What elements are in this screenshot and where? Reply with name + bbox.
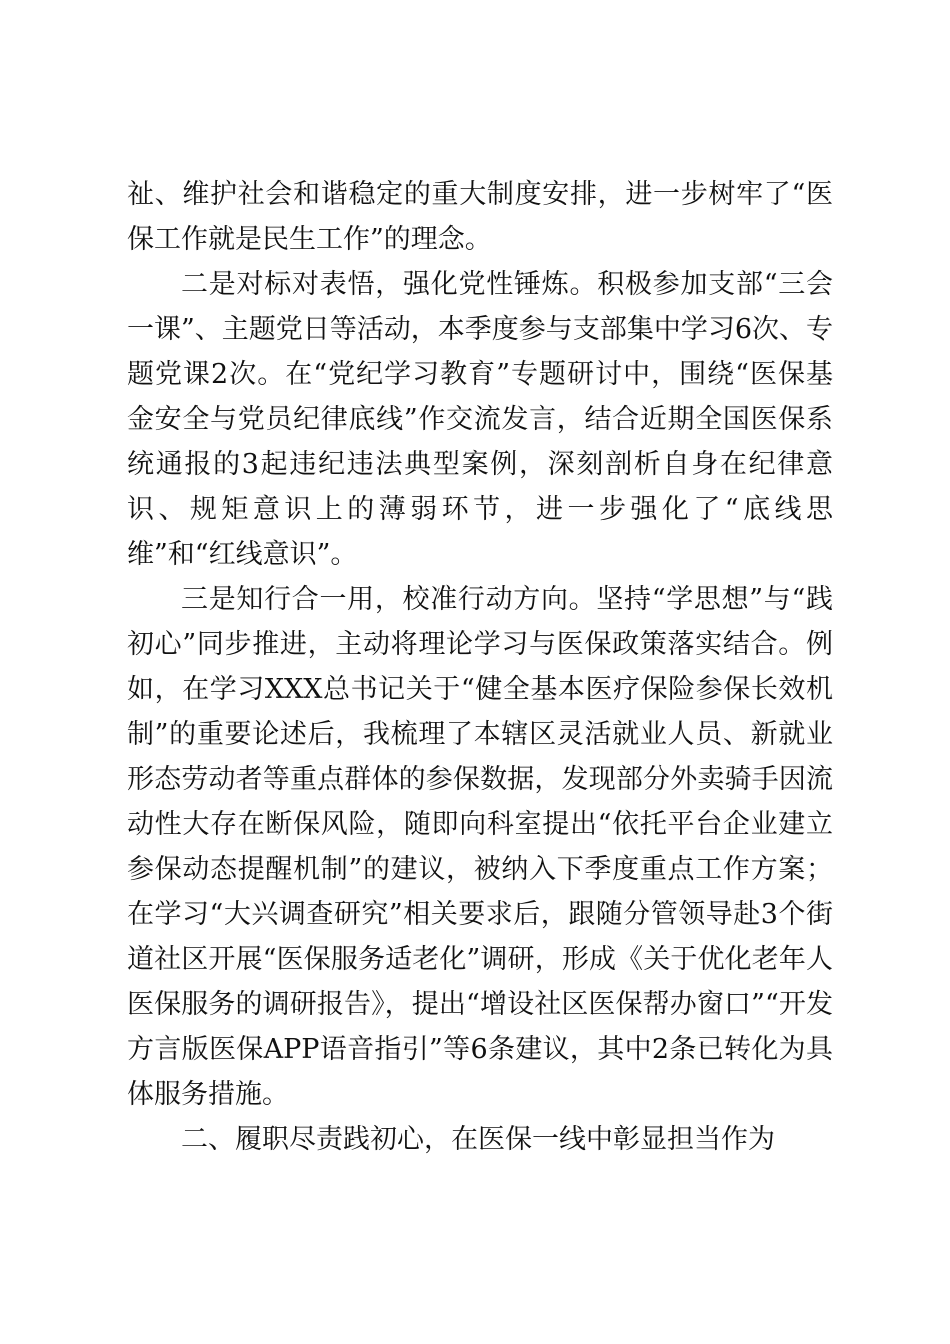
paragraph-party-spirit: 二是对标对表悟，强化党性锤炼。积极参加支部“三会一课”、主题党日等活动，本季度参与支部集中学习6次、专题党课2次。在“党纪学习教育”专题研讨中，围绕“医保基金安全与党员纪律底线”作交流发言，结合近期全国医保系统通报的3起违纪违法典型案例，深刻剖析自身在纪律意识、规矩意识上的薄弱环节，进一步强化了“底线思维”和“红线意识”。 <box>127 269 833 570</box>
section-heading: 二、履职尽责践初心，在医保一线中彰显担当作为 <box>181 1124 775 1155</box>
paragraph-action-direction: 三是知行合一用，校准行动方向。坚持“学思想”与“践初心”同步推进，主动将理论学习与医保政策落实结合。例如，在学习XXX总书记关于“健全基本医疗保险参保长效机制”的重要论述后，我梳理了本辖区灵活就业人员、新就业形态劳动者等重点群体的参保数据，发现部分外卖骑手因流动性大存在断保风险，随即向科室提出“依托平台企业建立参保动态提醒机制”的建议，被纳入下季度重点工作方案；在学习“大兴调查研究”相关要求后，跟随分管领导赴3个街道社区开展“医保服务适老化”调研，形成《关于优化老年人医保服务的调研报告》，提出“增设社区医保帮办窗口”“开发方言版医保APP语音指引”等6条建议，其中2条已转化为具体服务措施。 <box>127 584 833 1110</box>
document-body <box>127 172 833 1162</box>
paragraph-continuation: 祉、维护社会和谐稳定的重大制度安排，进一步树牢了“医保工作就是民生工作”的理念。 <box>127 179 833 255</box>
